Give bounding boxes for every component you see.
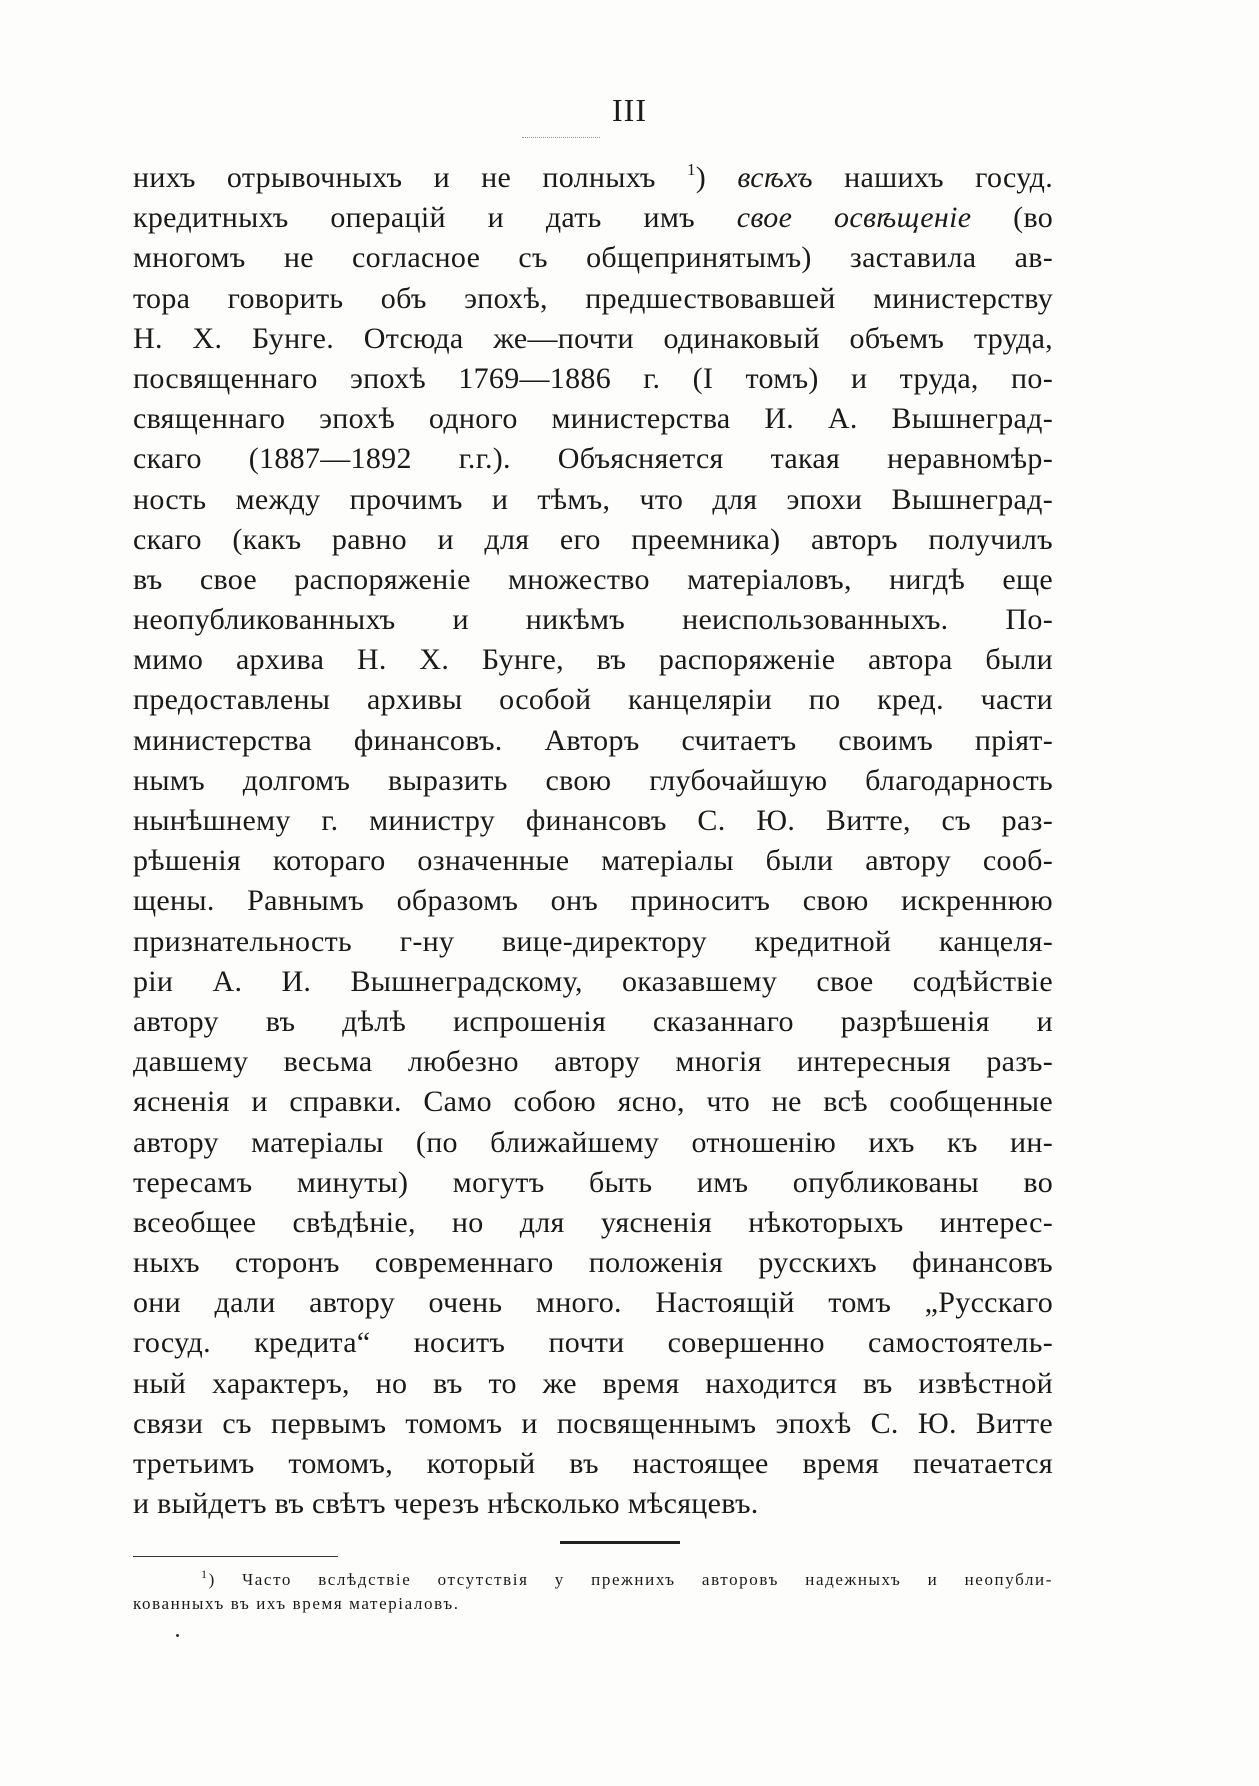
text-line: скаго (1887—1892 г.г.). Объясняется такая неравномѣр-: [133, 442, 1053, 476]
text-line: и выйдетъ въ свѣтъ черезъ нѣсколько мѣсяцевъ.: [133, 1487, 759, 1521]
footnote-marker: 1: [201, 1567, 209, 1581]
footnote-line: кованныхъ въ ихъ время матеріаловъ.: [133, 1594, 460, 1613]
text-line: [133, 158, 1053, 198]
text-line: тересамъ минуты) могутъ быть имъ опубликованы во: [133, 1165, 1053, 1199]
text-fragment: ): [695, 161, 738, 194]
footnote-line: [133, 1568, 1053, 1592]
text-line: посвященнаго эпохѣ 1769—1886 г. (I томъ) и труда, по-: [133, 361, 1053, 395]
emphasis-text: всѣхъ: [737, 161, 813, 194]
text-line: всеобщее свѣдѣніе, но для уясненія нѣкоторыхъ интерес-: [133, 1205, 1053, 1239]
text-line: они дали автору очень много. Настоящій томъ „Русскаго: [133, 1286, 1053, 1320]
text-fragment: (во: [971, 201, 1053, 235]
text-line: ясненія и справки. Само собою ясно, что не всѣ сообщенные: [133, 1085, 1053, 1119]
text-line: связи съ первымъ томомъ и посвященнымъ эпохѣ С. Ю. Витте: [133, 1406, 1053, 1440]
text-line: госуд. кредита“ носитъ почти совершенно самостоятель-: [133, 1326, 1053, 1360]
footnote-separator: [133, 1556, 338, 1557]
footnote: [133, 1568, 1053, 1616]
text-line: [133, 198, 1053, 238]
text-line: скаго (какъ равно и для его преемника) авторъ получилъ: [133, 522, 1053, 556]
page-number-underline: [522, 137, 600, 138]
text-line: министерства финансовъ. Авторъ считаетъ своимъ пріят-: [133, 723, 1053, 757]
page-number: III: [612, 92, 647, 128]
text-fragment: кредитныхъ операцій и дать имъ: [133, 201, 737, 235]
text-line: многомъ не согласное съ общепринятымъ) заставила ав-: [133, 241, 1053, 275]
footnote-text: ) Часто вслѣдствіе отсутствія у прежнихъ авторовъ надежныхъ и неопубли-: [208, 1570, 1053, 1589]
text-line: ріи А. И. Вышнеградскому, оказавшему свое содѣйствіе: [133, 964, 1053, 998]
main-text: [133, 158, 1053, 1524]
text-line: автору въ дѣлѣ испрошенія сказаннаго разрѣшенія и: [133, 1004, 1053, 1038]
footnote-marker: 1: [686, 160, 696, 179]
text-line: давшему весьма любезно автору многія интересныя разъ-: [133, 1045, 1053, 1079]
text-line: ный характеръ, но въ то же время находится въ извѣстной: [133, 1366, 1053, 1400]
text-line: третьимъ томомъ, который въ настоящее время печатается: [133, 1447, 1053, 1480]
text-line: священнаго эпохѣ одного министерства И. А. Вышнеград-: [133, 402, 1053, 436]
text-line: нымъ долгомъ выразить свою глубочайшую благодарность: [133, 763, 1053, 797]
text-line: признательность г-ну вице-директору кредитной канцеля-: [133, 924, 1053, 958]
text-line: Н. Х. Бунге. Отсюда же—почти одинаковый объемъ труда,: [133, 321, 1053, 355]
text-line: рѣшенія котораго означенные матеріалы были автору сооб-: [133, 844, 1053, 878]
text-fragment: нихъ отрывочныхъ и не полныхъ: [133, 161, 687, 194]
text-fragment: нашихъ госуд.: [812, 161, 1053, 194]
text-line: нынѣшнему г. министру финансовъ С. Ю. Витте, съ раз-: [133, 804, 1053, 837]
text-line: въ свое распоряженіе множество матеріаловъ, нигдѣ еще: [133, 562, 1053, 596]
text-line: мимо архива Н. Х. Бунге, въ распоряженіе автора были: [133, 643, 1053, 677]
text-line: предоставлены архивы особой канцеляріи по кред. части: [133, 683, 1053, 717]
text-line: щены. Равнымъ образомъ онъ приноситъ свою искреннюю: [133, 884, 1053, 918]
text-line: ность между прочимъ и тѣмъ, что для эпохи Вышнеград-: [133, 482, 1053, 516]
section-end-rule: [560, 1541, 680, 1544]
print-speck: [176, 1634, 179, 1637]
emphasis-text: свое освѣщеніе: [736, 201, 972, 235]
text-line: автору матеріалы (по ближайшему отношенію ихъ къ ин-: [133, 1125, 1053, 1159]
text-line: неопубликованныхъ и никѣмъ неиспользованныхъ. По-: [133, 603, 1053, 637]
text-line: тора говорить объ эпохѣ, предшествовавшей министерству: [133, 281, 1053, 315]
text-line: ныхъ сторонъ современнаго положенія русскихъ финансовъ: [133, 1246, 1053, 1280]
